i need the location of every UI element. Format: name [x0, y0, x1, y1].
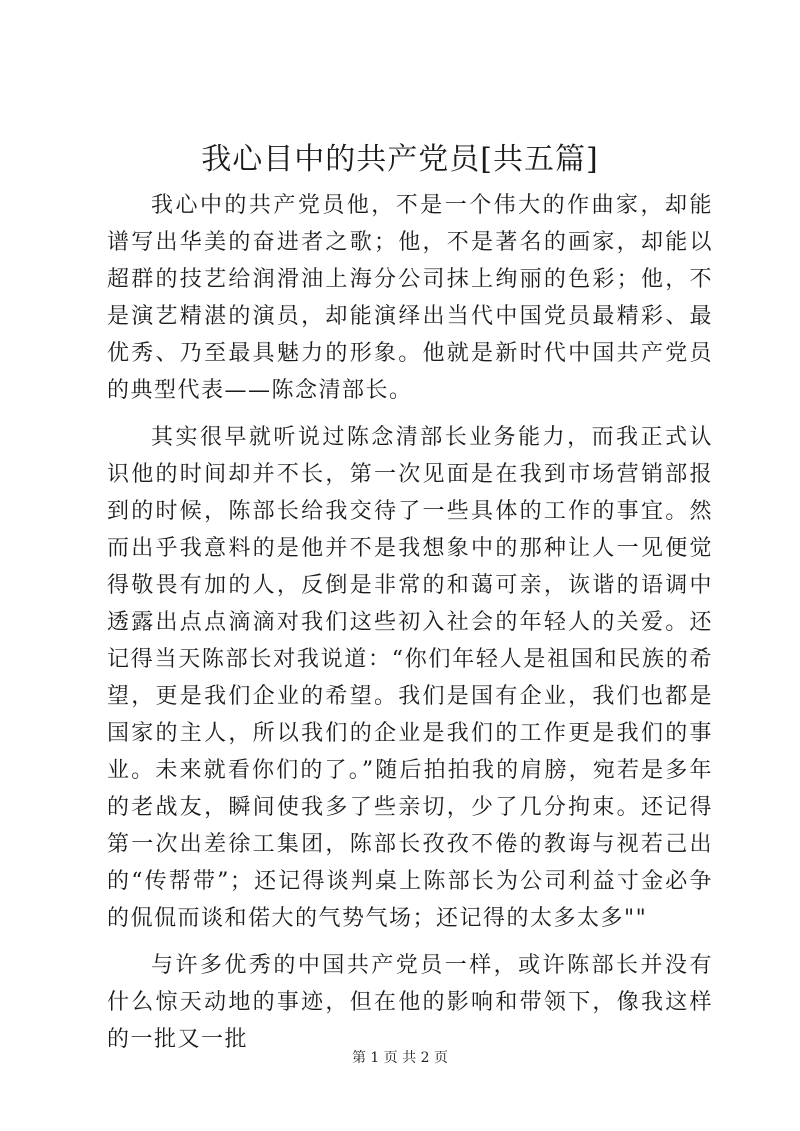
- document-body: [107, 187, 713, 1068]
- paragraph-3: 与许多优秀的中国共产党员一样，或许陈部长并没有什么惊天动地的事迹，但在他的影响和带领下，像我这样的一批又一批: [107, 953, 713, 1052]
- document-title: 我心目中的共产党员[共五篇]: [201, 142, 599, 177]
- paragraph-1: 我心中的共产党员他，不是一个伟大的作曲家，却能谱写出华美的奋进者之歌；他，不是著名的画家，却能以超群的技艺给润滑油上海分公司抹上绚丽的色彩；他，不是演艺精湛的演员，却能演绎出当代中国党员最精彩、最优秀、乃至最具魅力的形象。他就是新时代中国共产党员的典型代表——陈念清部长。: [107, 193, 713, 403]
- page-number-footer: 第 1 页 共 2 页: [351, 1050, 449, 1066]
- paragraph-2: 其实很早就听说过陈念清部长业务能力，而我正式认识他的时间却并不长，第一次见面是在我到市场营销部报到的时候，陈部长给我交待了一些具体的工作的事宜。然而出乎我意料的是他并不是我想象中的那种让人一见便觉得敬畏有加的人，反倒是非常的和蔼可亲，诙谐的语调中透露出点点滴滴对我们这些初入社会的年轻人的关爱。还记得当天陈部长对我说道：“你们年轻人是祖国和民族的希望，更是我们企业的希望。我们是国有企业，我们也都是国家的主人，所以我们的企业是我们的工作更是我们的事业。未来就看你们的了。”随后拍拍我的肩膀，宛若是多年的老战友，瞬间使我多了些亲切，少了几分拘束。还记得第一次出差徐工集团，陈部长孜孜不倦的教诲与视若己出的“传帮带”；还记得谈判桌上陈部长为公司利益寸金必争的侃侃而谈和偌大的气势气场；还记得的太多太多"": [107, 425, 713, 931]
